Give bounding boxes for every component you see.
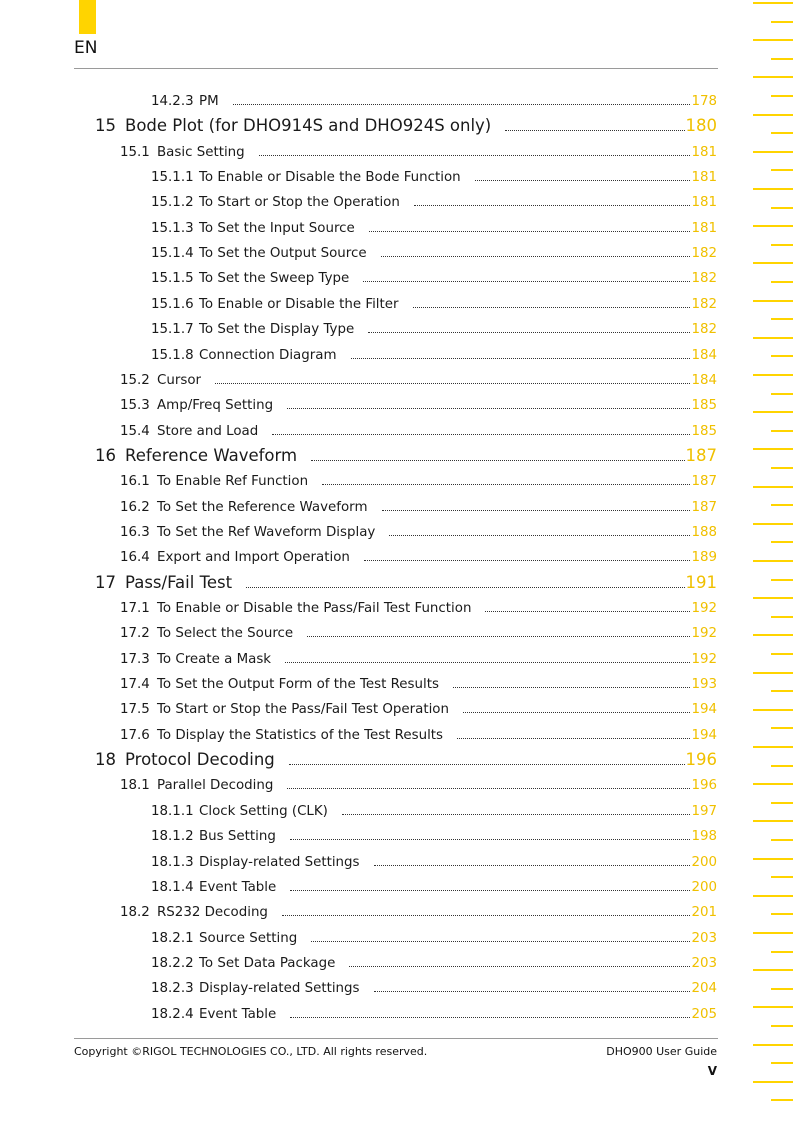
toc-entry-number: 15.1.2 xyxy=(151,195,194,211)
toc-entry-page[interactable]: 204 xyxy=(691,981,717,997)
ruler-tick xyxy=(753,634,793,636)
header-divider xyxy=(74,68,718,69)
toc-entry-title[interactable]: To Set the Output Source xyxy=(199,246,367,262)
ruler-tick xyxy=(753,820,793,822)
toc-dot-leader xyxy=(364,559,691,561)
toc-entry[interactable] xyxy=(120,905,717,920)
toc-dot-leader xyxy=(475,179,691,181)
toc-entry-number: 15.1.5 xyxy=(151,271,194,287)
toc-entry-number: 15.1.7 xyxy=(151,322,194,338)
toc-dot-leader xyxy=(285,661,690,663)
toc-entry-title[interactable]: To Start or Stop the Pass/Fail Test Operation xyxy=(157,702,449,718)
toc-entry-page[interactable]: 180 xyxy=(685,116,717,136)
ruler-tick xyxy=(771,393,793,395)
toc-entry[interactable] xyxy=(151,981,717,996)
toc-entry[interactable] xyxy=(120,525,717,540)
toc-entry-number: 17.6 xyxy=(120,727,150,743)
toc-dot-leader xyxy=(259,154,691,156)
toc-entry-title[interactable]: To Select the Source xyxy=(157,626,294,642)
toc-dot-leader xyxy=(369,230,691,232)
toc-entry-page[interactable]: 187 xyxy=(691,499,717,515)
toc-entry[interactable] xyxy=(151,829,717,844)
ruler-tick xyxy=(771,616,793,618)
toc-entry[interactable] xyxy=(151,221,717,236)
ruler-tick xyxy=(753,746,793,748)
ruler-tick xyxy=(753,486,793,488)
toc-entry[interactable] xyxy=(151,880,717,895)
toc-entry-number: 17.5 xyxy=(120,702,150,718)
toc-dot-leader xyxy=(307,635,690,637)
toc-entry-page[interactable]: 196 xyxy=(685,750,717,770)
toc-entry-page[interactable]: 198 xyxy=(691,829,717,845)
toc-entry[interactable] xyxy=(151,170,717,185)
ruler-tick xyxy=(753,932,793,934)
toc-entry-title[interactable]: Amp/Freq Setting xyxy=(157,398,274,414)
ruler-tick xyxy=(771,1099,793,1101)
toc-entry-page[interactable]: 203 xyxy=(691,955,717,971)
toc-entry-title[interactable]: Reference Waveform xyxy=(125,445,298,465)
toc-entry[interactable] xyxy=(151,855,717,870)
toc-dot-leader xyxy=(287,407,690,409)
toc-entry-page[interactable]: 182 xyxy=(691,296,717,312)
toc-entry-page[interactable]: 196 xyxy=(691,778,717,794)
toc-dot-leader xyxy=(368,331,690,333)
toc-dot-leader xyxy=(457,737,690,739)
toc-entry[interactable] xyxy=(120,626,717,641)
ruler-tick xyxy=(753,895,793,897)
toc-entry-title[interactable]: RS232 Decoding xyxy=(157,905,268,921)
ruler-tick xyxy=(753,374,793,376)
ruler-tick xyxy=(753,448,793,450)
ruler-tick xyxy=(753,858,793,860)
ruler-tick xyxy=(753,1081,793,1083)
ruler-tick xyxy=(753,1006,793,1008)
toc-dot-leader xyxy=(463,711,690,713)
toc-entry-number: 18.2.3 xyxy=(151,981,194,997)
toc-dot-leader xyxy=(505,129,684,131)
toc-dot-leader xyxy=(349,965,690,967)
toc-dot-leader xyxy=(311,940,690,942)
toc-entry[interactable] xyxy=(151,348,717,363)
toc-entry[interactable] xyxy=(120,373,717,388)
toc-entry[interactable] xyxy=(120,500,717,515)
toc-entry-title[interactable]: To Set the Output Form of the Test Results xyxy=(157,677,439,693)
ruler-tick xyxy=(771,988,793,990)
ruler-tick xyxy=(771,839,793,841)
toc-entry-page[interactable]: 182 xyxy=(691,322,717,338)
toc-entry-title[interactable]: Connection Diagram xyxy=(199,347,337,363)
toc-entry[interactable] xyxy=(120,702,717,717)
toc-entry-number: 17.4 xyxy=(120,677,150,693)
toc-entry-title[interactable]: Display-related Settings xyxy=(199,854,360,870)
ruler-tick xyxy=(771,876,793,878)
toc-entry[interactable] xyxy=(151,956,717,971)
toc-entry-number: 16.3 xyxy=(120,524,150,540)
toc-entry-page[interactable]: 181 xyxy=(691,220,717,236)
language-label: EN xyxy=(74,38,98,58)
toc-dot-leader xyxy=(453,686,690,688)
toc-entry-title[interactable]: To Set the Reference Waveform xyxy=(157,499,368,515)
toc-entry-number: 18.1.2 xyxy=(151,829,194,845)
toc-entry[interactable] xyxy=(95,750,717,769)
ruler-tick xyxy=(771,207,793,209)
toc-entry-title[interactable]: To Set Data Package xyxy=(199,955,336,971)
toc-entry[interactable] xyxy=(120,474,717,489)
toc-dot-leader xyxy=(363,280,690,282)
toc-entry[interactable] xyxy=(151,246,717,261)
ruler-tick xyxy=(771,653,793,655)
toc-dot-leader xyxy=(290,889,690,891)
toc-entry-number: 18.2.2 xyxy=(151,955,194,971)
ruler-tick xyxy=(771,132,793,134)
toc-dot-leader xyxy=(382,509,691,511)
toc-dot-leader xyxy=(233,103,691,105)
ruler-tick xyxy=(771,58,793,60)
toc-entry-number: 18.2 xyxy=(120,905,150,921)
toc-entry-number: 14.2.3 xyxy=(151,94,194,109)
toc-entry-title[interactable]: Pass/Fail Test xyxy=(125,572,233,592)
toc-entry-title[interactable]: Source Setting xyxy=(199,930,298,946)
toc-entry-title[interactable]: Parallel Decoding xyxy=(157,778,274,794)
toc-dot-leader xyxy=(287,787,690,789)
toc-entry-title[interactable]: Display-related Settings xyxy=(199,981,360,997)
toc-entry-page[interactable]: 200 xyxy=(691,879,717,895)
ruler-tick xyxy=(753,523,793,525)
ruler-tick xyxy=(753,188,793,190)
ruler-tick xyxy=(753,672,793,674)
toc-entry-page[interactable]: 205 xyxy=(691,1006,717,1022)
ruler-tick xyxy=(753,1044,793,1046)
toc-entry-number: 18.2.4 xyxy=(151,1006,194,1022)
toc-dot-leader xyxy=(290,1016,690,1018)
ruler-tick xyxy=(753,969,793,971)
ruler-tick xyxy=(771,802,793,804)
toc-dot-leader xyxy=(272,433,690,435)
ruler-tick xyxy=(753,114,793,116)
ruler-tick xyxy=(753,337,793,339)
side-ruler xyxy=(747,0,793,1122)
toc-entry-title[interactable]: To Set the Sweep Type xyxy=(199,271,350,287)
toc-entry-number: 18.1.4 xyxy=(151,879,194,895)
ruler-tick xyxy=(771,727,793,729)
guide-title: DHO900 User Guide xyxy=(606,1045,717,1058)
toc-entry[interactable] xyxy=(151,271,717,286)
toc-entry-title[interactable]: To Start or Stop the Operation xyxy=(199,195,400,211)
toc-entry-title[interactable]: Event Table xyxy=(199,879,277,895)
ruler-tick xyxy=(753,39,793,41)
toc-entry-page[interactable]: 194 xyxy=(691,727,717,743)
toc-entry[interactable] xyxy=(151,195,717,210)
toc-entry-number: 16.4 xyxy=(120,550,150,566)
toc-entry-page[interactable]: 192 xyxy=(691,601,717,616)
ruler-tick xyxy=(753,597,793,599)
ruler-tick xyxy=(753,783,793,785)
toc-entry[interactable] xyxy=(120,677,717,692)
toc-entry-number: 18.1 xyxy=(120,778,150,794)
ruler-tick xyxy=(771,169,793,171)
toc-entry-title[interactable]: To Enable Ref Function xyxy=(157,474,309,490)
toc-entry-title[interactable]: To Display the Statistics of the Test Results xyxy=(157,727,444,743)
toc-entry-page[interactable]: 203 xyxy=(691,930,717,946)
toc-dot-leader xyxy=(414,204,691,206)
toc-entry-number: 15.2 xyxy=(120,372,150,388)
toc-entry-number: 18.1.3 xyxy=(151,854,194,870)
ruler-tick xyxy=(771,21,793,23)
ruler-tick xyxy=(771,951,793,953)
toc-dot-leader xyxy=(389,534,690,536)
toc-entry-title[interactable]: To Set the Ref Waveform Display xyxy=(157,524,376,540)
toc-entry-number: 16 xyxy=(95,445,116,465)
toc-entry[interactable] xyxy=(120,398,717,413)
toc-dot-leader xyxy=(485,610,690,612)
toc-entry-title[interactable]: Event Table xyxy=(199,1006,277,1022)
toc-entry[interactable] xyxy=(151,94,717,109)
ruler-tick xyxy=(753,411,793,413)
page-number: V xyxy=(707,1064,717,1078)
toc-entry[interactable] xyxy=(120,601,717,616)
toc-entry-number: 15.1.1 xyxy=(151,170,194,186)
toc-entry-title[interactable]: Protocol Decoding xyxy=(125,750,275,770)
toc-entry-title[interactable]: To Set the Display Type xyxy=(199,322,355,338)
ruler-tick xyxy=(771,430,793,432)
toc-entry-number: 17.3 xyxy=(120,651,150,667)
ruler-tick xyxy=(771,355,793,357)
toc-entry-title[interactable]: Basic Setting xyxy=(157,144,245,160)
toc-entry[interactable] xyxy=(120,728,717,743)
toc-entry-page[interactable]: 185 xyxy=(691,398,717,414)
ruler-tick xyxy=(771,95,793,97)
toc-entry-number: 15.1 xyxy=(120,144,150,160)
toc-entry-page[interactable]: 191 xyxy=(685,572,717,592)
toc-entry[interactable] xyxy=(151,297,717,312)
ruler-tick xyxy=(753,151,793,153)
ruler-tick xyxy=(753,709,793,711)
toc-entry-number: 15.1.3 xyxy=(151,220,194,236)
toc-entry[interactable] xyxy=(151,1007,717,1022)
ruler-tick xyxy=(771,244,793,246)
toc-entry-page[interactable]: 200 xyxy=(691,854,717,870)
toc-entry-title[interactable]: Bus Setting xyxy=(199,829,276,845)
toc-dot-leader xyxy=(311,459,684,461)
toc-entry-title[interactable]: Clock Setting (CLK) xyxy=(199,803,328,819)
toc-entry-title[interactable]: Bode Plot (for DHO914S and DHO924S only) xyxy=(125,116,492,136)
toc-dot-leader xyxy=(246,586,684,588)
toc-entry-page[interactable]: 184 xyxy=(691,372,717,388)
toc-entry[interactable] xyxy=(95,116,717,135)
ruler-tick xyxy=(771,318,793,320)
toc-dot-leader xyxy=(413,306,691,308)
toc-entry-page[interactable]: 187 xyxy=(691,474,717,490)
toc-entry[interactable] xyxy=(151,322,717,337)
ruler-tick xyxy=(771,467,793,469)
toc-dot-leader xyxy=(322,483,690,485)
copyright-text: Copyright ©RIGOL TECHNOLOGIES CO., LTD. All rights reserved. xyxy=(74,1045,428,1058)
toc-entry-title[interactable]: To Create a Mask xyxy=(157,651,272,667)
toc-entry-number: 17.1 xyxy=(120,601,150,616)
toc-dot-leader xyxy=(374,990,691,992)
toc-entry-page[interactable]: 181 xyxy=(691,170,717,186)
toc-entry-page[interactable]: 193 xyxy=(691,677,717,693)
toc-entry-title[interactable]: Store and Load xyxy=(157,423,259,439)
ruler-tick xyxy=(753,262,793,264)
toc-dot-leader xyxy=(342,813,691,815)
ruler-tick xyxy=(753,225,793,227)
toc-entry-page[interactable]: 194 xyxy=(691,702,717,718)
ruler-tick xyxy=(771,281,793,283)
toc-dot-leader xyxy=(351,357,691,359)
toc-entry-number: 15.4 xyxy=(120,423,150,439)
toc-entry-page[interactable]: 192 xyxy=(691,651,717,667)
toc-dot-leader xyxy=(381,255,691,257)
toc-entry-title[interactable]: Export and Import Operation xyxy=(157,550,350,566)
toc-entry[interactable] xyxy=(151,804,717,819)
toc-entry-number: 15.1.8 xyxy=(151,347,194,363)
toc-entry-page[interactable]: 185 xyxy=(691,423,717,439)
toc-entry-page[interactable]: 181 xyxy=(691,144,717,160)
toc-entry[interactable] xyxy=(120,145,717,160)
ruler-tick xyxy=(753,2,793,4)
toc-entry-number: 15 xyxy=(95,116,116,136)
toc-entry-number: 16.1 xyxy=(120,474,150,490)
toc-entry-page[interactable]: 181 xyxy=(691,195,717,211)
toc-entry-number: 15.1.6 xyxy=(151,296,194,312)
toc-entry-page[interactable]: 187 xyxy=(685,445,717,465)
toc-entry-title[interactable]: To Enable or Disable the Pass/Fail Test Function xyxy=(157,601,472,616)
toc-entry-title[interactable]: PM xyxy=(199,94,219,109)
toc-entry[interactable] xyxy=(120,778,717,793)
toc-entry-number: 17 xyxy=(95,572,116,592)
footer-divider xyxy=(74,1038,718,1039)
toc-entry-page[interactable]: 184 xyxy=(691,347,717,363)
toc-entry-number: 18 xyxy=(95,750,116,770)
toc-entry-page[interactable]: 182 xyxy=(691,246,717,262)
toc-entry-page[interactable]: 197 xyxy=(691,803,717,819)
toc-entry-title[interactable]: To Enable or Disable the Filter xyxy=(199,296,399,312)
toc-entry-number: 18.1.1 xyxy=(151,803,194,819)
ruler-tick xyxy=(771,1025,793,1027)
ruler-tick xyxy=(771,579,793,581)
toc-entry-page[interactable]: 182 xyxy=(691,271,717,287)
ruler-tick xyxy=(753,560,793,562)
toc-entry-number: 17.2 xyxy=(120,626,150,642)
ruler-tick xyxy=(771,504,793,506)
toc-entry-title[interactable]: To Set the Input Source xyxy=(199,220,355,236)
ruler-tick xyxy=(753,76,793,78)
toc-entry-number: 18.2.1 xyxy=(151,930,194,946)
ruler-tick xyxy=(771,690,793,692)
ruler-tick xyxy=(771,913,793,915)
toc-entry-page[interactable]: 192 xyxy=(691,626,717,642)
toc-dot-leader xyxy=(289,763,685,765)
header-tab-marker xyxy=(79,0,96,34)
toc-entry-title[interactable]: To Enable or Disable the Bode Function xyxy=(199,170,461,186)
toc-entry-page[interactable]: 189 xyxy=(691,550,717,566)
toc-entry[interactable] xyxy=(120,550,717,565)
toc-entry-number: 16.2 xyxy=(120,499,150,515)
toc-dot-leader xyxy=(215,382,690,384)
toc-entry[interactable] xyxy=(95,573,717,592)
ruler-tick xyxy=(753,300,793,302)
toc-entry-page[interactable]: 178 xyxy=(691,94,717,109)
toc-entry-title[interactable]: Cursor xyxy=(157,372,202,388)
ruler-tick xyxy=(771,1062,793,1064)
toc-entry-page[interactable]: 201 xyxy=(691,905,717,921)
toc-entry-number: 15.1.4 xyxy=(151,246,194,262)
ruler-tick xyxy=(771,541,793,543)
toc-entry[interactable] xyxy=(151,931,717,946)
toc-entry-page[interactable]: 188 xyxy=(691,524,717,540)
toc-entry[interactable] xyxy=(120,424,717,439)
toc-dot-leader xyxy=(282,914,691,916)
ruler-tick xyxy=(771,765,793,767)
toc-entry[interactable] xyxy=(95,446,717,465)
toc-entry-number: 15.3 xyxy=(120,398,150,414)
toc-dot-leader xyxy=(290,838,691,840)
toc-entry[interactable] xyxy=(120,652,717,667)
toc-dot-leader xyxy=(374,864,691,866)
